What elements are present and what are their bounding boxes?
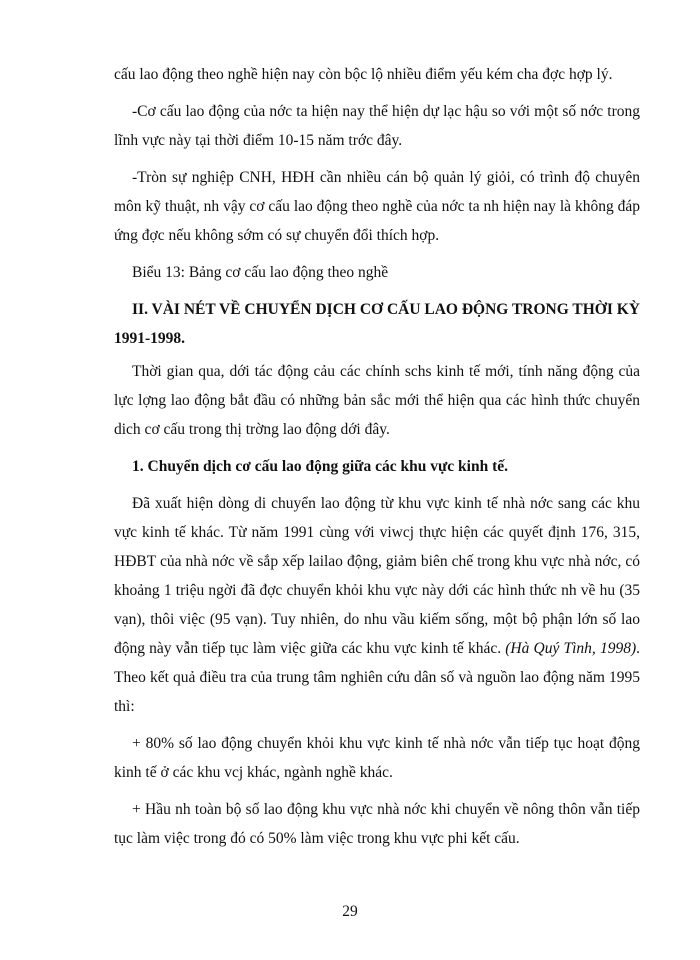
paragraph-continuation: cấu lao động theo nghề hiện nay còn bộc lộ nhiều điểm yếu kém cha đợc hợp lý.: [114, 66, 613, 83]
page-number: 29: [342, 903, 358, 920]
table-caption: Biểu 13: Bảng cơ cấu lao động theo nghề: [132, 264, 389, 281]
subsection-heading-1: 1. Chuyển dịch cơ cấu lao động giữa các khu vực kinh tế.: [132, 458, 508, 475]
section-heading-ii: II. VÀI NÉT VỀ CHUYỂN DỊCH CƠ CẤU LAO ĐỘNG TRONG THỜI KỲ 1991-1998.: [114, 301, 640, 347]
paragraph-labor-market-shift: Thời gian qua, dới tác động cảu các chính schs kinh tế mới, tính năng động của lực lợng lao động bắt đầu có những bản sắc mới thể hiện qua các hình thức chuyển dich cơ cấu trong thị trờng lao động dới đây.: [114, 363, 640, 438]
citation: (Hà Quý Tình, 1998): [505, 640, 637, 657]
bullet-rural-return: + Hầu nh toàn bộ số lao động khu vực nhà nớc khi chuyển về nông thôn vẫn tiếp tục làm việc trong đó có 50% làm việc trong khu vực phi kết cấu.: [114, 801, 640, 847]
paragraph-industrialization-needs: -Tròn sự nghiệp CNH, HĐH cần nhiều cán bộ quản lý giỏi, có trình độ chuyên môn kỹ thuật, nh vậy cơ cấu lao động theo nghề của nớc ta nh hiện nay là không đáp ứng đợc nếu không sớm có sự chuyển đổi thích hợp.: [114, 169, 640, 244]
paragraph-state-sector-migration: [114, 489, 640, 721]
paragraph-state-sector-main: Đã xuất hiện dòng di chuyển lao động từ khu vực kinh tế nhà nớc sang các khu vực kinh tế khác. Từ năm 1991 cùng với viwcj thực hiện các quyết định 176, 315, HĐBT của nhà nớc về sắp xếp lailao động, giảm biên chế trong khu vực nhà nớc, có khoảng 1 triệu ngời đã đợc chuyển khỏi khu vực này dới các hình thức nh về hu (35 vạn), thôi việc (95 vạn). Tuy nhiên, do nhu vầu kiếm sống, một bộ phận lớn số lao động này vẫn tiếp tục làm việc giữa các khu vực kinh tế khác.: [114, 495, 640, 657]
document-body: [114, 60, 640, 853]
paragraph-state-sector-tail: . Theo kết quả điều tra của trung tâm nghiên cứu dân số và nguồn lao động năm 1995 thì:: [114, 640, 640, 715]
paragraph-labor-structure-backward: -Cơ cấu lao động của nớc ta hiện nay thể hiện dự lạc hậu so với một số nớc trong lĩnh vực này tại thời điểm 10-15 năm trớc đây.: [114, 103, 640, 149]
bullet-80-percent: + 80% số lao động chuyển khỏi khu vực kinh tế nhà nớc vẫn tiếp tục hoạt động kinh tế ở các khu vcj khác, ngành nghề khác.: [114, 735, 640, 781]
